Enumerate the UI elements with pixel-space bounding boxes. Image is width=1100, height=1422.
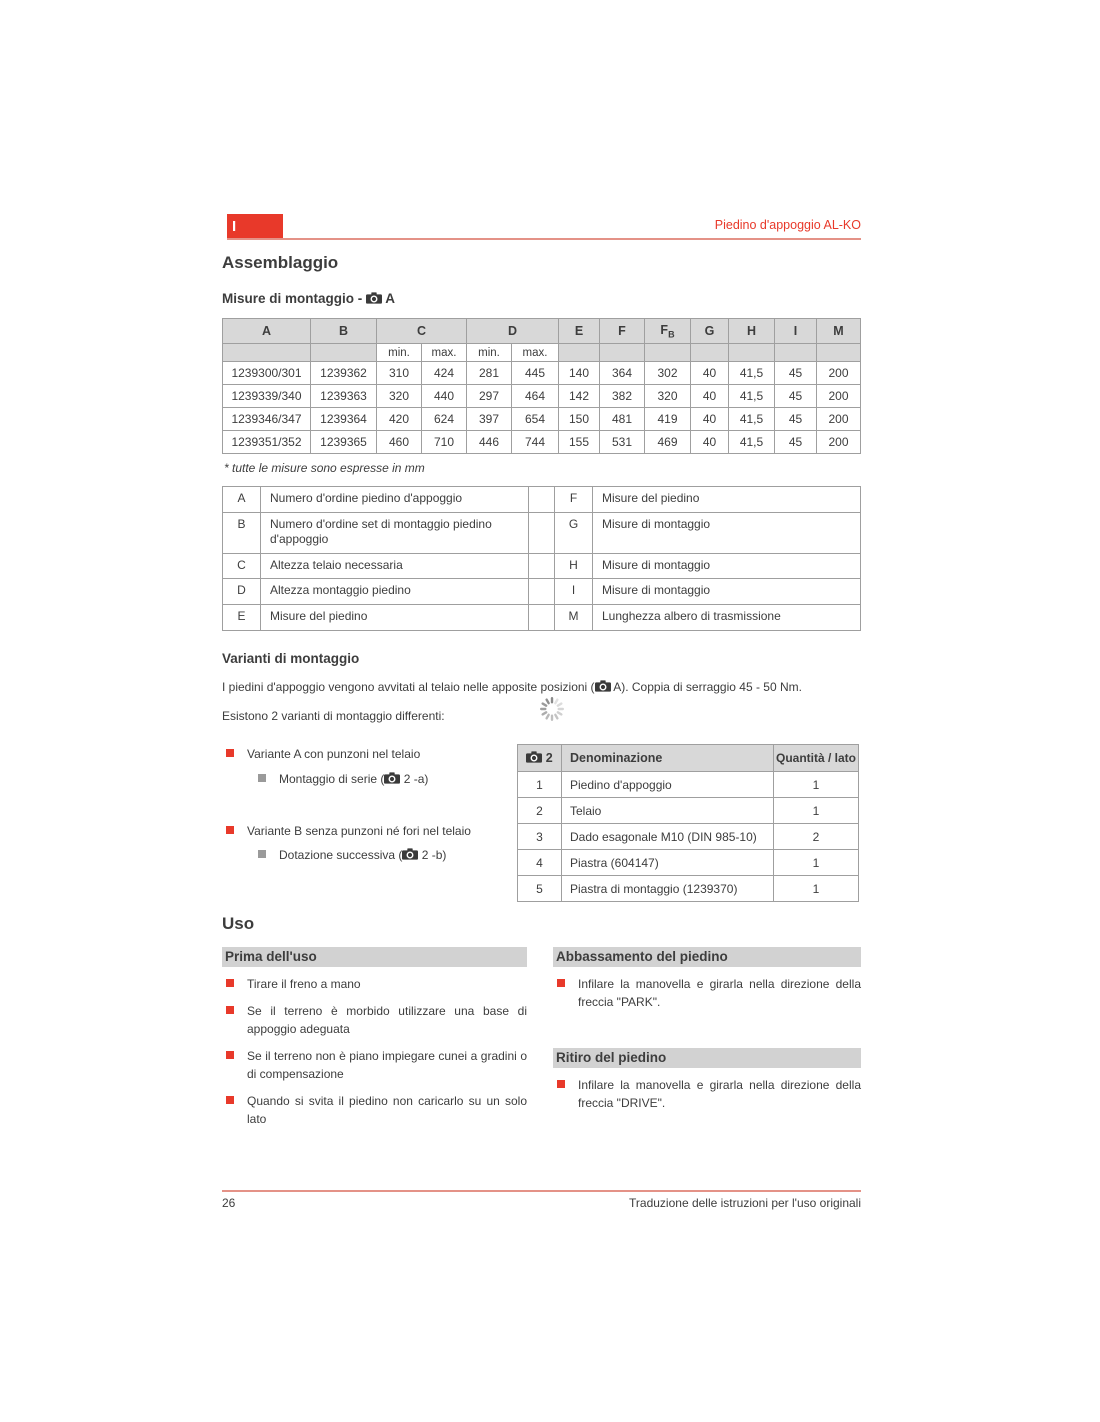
measure-cell: 744 [512, 431, 559, 454]
legend-key: G [555, 512, 593, 553]
red-square-bullet-icon [226, 1006, 234, 1014]
measure-subheader-cell: max. [422, 344, 467, 362]
legend-row [223, 579, 861, 605]
parts-qty: 1 [774, 850, 859, 876]
variant-b-sub-label: Dotazione successiva ( 2 -b) [279, 848, 447, 863]
footer-text: Traduzione delle istruzioni per l'uso originali [629, 1196, 861, 1210]
before-use-section [222, 947, 527, 1137]
chapter-badge [227, 214, 283, 239]
parts-name: Dado esagonale M10 (DIN 985-10) [562, 824, 774, 850]
measure-subheader-cell: max. [512, 344, 559, 362]
intro-text-after: A). Coppia di serraggio 45 - 50 Nm. [610, 680, 802, 694]
measure-cell: 302 [645, 362, 691, 385]
variant-a-item [222, 746, 520, 763]
footer-rule [222, 1190, 861, 1192]
parts-name: Piedino d'appoggio [562, 772, 774, 798]
legend-key: E [223, 604, 261, 630]
legend-desc: Misure di montaggio [593, 512, 861, 553]
measure-subheader-cell [691, 344, 729, 362]
measure-cell: 1239363 [311, 385, 377, 408]
legend-table [222, 486, 861, 631]
parts-name: Piastra di montaggio (1239370) [562, 876, 774, 902]
measure-cell: 200 [817, 431, 861, 454]
measure-cell: 382 [600, 385, 645, 408]
variant-b-item [222, 823, 520, 840]
legend-row [223, 512, 861, 553]
measure-cell: 1239339/340 [223, 385, 311, 408]
variant-a-label: Variante A con punzoni nel telaio [247, 747, 421, 761]
measure-cell: 45 [775, 408, 817, 431]
red-square-bullet-icon [226, 1051, 234, 1059]
camera-icon [384, 772, 400, 784]
measure-data-row [223, 385, 861, 408]
chapter-letter: I [232, 218, 237, 235]
parts-row [518, 850, 859, 876]
legend-key: A [223, 487, 261, 513]
measure-data-row [223, 408, 861, 431]
variant-a-sub-label: Montaggio di serie ( 2 -a) [279, 771, 429, 786]
measure-cell: 531 [600, 431, 645, 454]
bullet-text: Se il terreno è morbido utilizzare una base di appoggio adeguata [247, 1004, 527, 1036]
measure-cell: 200 [817, 362, 861, 385]
header-rule [227, 238, 861, 240]
measure-cell: 200 [817, 385, 861, 408]
measure-cell: 320 [645, 385, 691, 408]
measure-cell: 150 [559, 408, 600, 431]
legend-desc: Misure del piedino [261, 604, 529, 630]
legend-desc: Misure di montaggio [593, 579, 861, 605]
measure-col-header: F [600, 319, 645, 344]
red-square-bullet-icon [226, 749, 234, 757]
legend-key: D [223, 579, 261, 605]
measure-cell: 142 [559, 385, 600, 408]
legend-key: I [555, 579, 593, 605]
measure-cell: 397 [467, 408, 512, 431]
gray-square-bullet-icon [258, 850, 266, 858]
measure-cell: 41,5 [729, 408, 775, 431]
parts-row [518, 824, 859, 850]
legend-desc: Numero d'ordine piedino d'appoggio [261, 487, 529, 513]
parts-qty: 1 [774, 876, 859, 902]
parts-pos: 4 [518, 850, 562, 876]
legend-row [223, 604, 861, 630]
legend-desc: Lunghezza albero di trasmissione [593, 604, 861, 630]
measure-subheader-cell [311, 344, 377, 362]
measure-cell: 364 [600, 362, 645, 385]
camera-icon [366, 292, 382, 304]
legend-spacer [529, 579, 555, 605]
subsection-heading-misure [222, 291, 395, 306]
measure-cell: 624 [422, 408, 467, 431]
measure-data-row [223, 431, 861, 454]
loading-spinner-icon [539, 696, 565, 727]
legend-desc: Misure del piedino [593, 487, 861, 513]
before-use-bullet [222, 975, 527, 993]
measure-cell: 419 [645, 408, 691, 431]
measure-cell: 41,5 [729, 431, 775, 454]
parts-row [518, 772, 859, 798]
retracting-section [553, 1048, 861, 1112]
parts-pos: 5 [518, 876, 562, 902]
intro-text: I piedini d'appoggio vengono avvitati al telaio nelle apposite posizioni ( [222, 680, 595, 694]
measures-footnote: * tutte le misure sono espresse in mm [224, 461, 425, 475]
measure-cell: 460 [377, 431, 422, 454]
legend-desc: Misure di montaggio [593, 553, 861, 579]
legend-desc: Numero d'ordine set di montaggio piedino d'appoggio [261, 512, 529, 553]
legend-spacer [529, 487, 555, 513]
measure-header-row [223, 319, 861, 344]
before-use-bullet [222, 1047, 527, 1083]
before-use-bullets [222, 975, 527, 1128]
measure-col-header: E [559, 319, 600, 344]
measure-col-header: I [775, 319, 817, 344]
parts-qty-header: Quantità / lato [774, 745, 859, 772]
measure-cell: 41,5 [729, 385, 775, 408]
measure-col-header: $F_B$ [645, 319, 691, 344]
parts-pos: 1 [518, 772, 562, 798]
variants-intro [222, 679, 870, 696]
measure-cell: 1239300/301 [223, 362, 311, 385]
bullet-text: Se il terreno non è piano impiegare cunei a gradini o di compensazione [247, 1049, 527, 1081]
measure-col-header: B [311, 319, 377, 344]
legend-key: F [555, 487, 593, 513]
variants-line2: Esistono 2 varianti di montaggio differenti: [222, 709, 445, 723]
measure-cell: 710 [422, 431, 467, 454]
measure-cell: 1239346/347 [223, 408, 311, 431]
measure-cell: 41,5 [729, 362, 775, 385]
measure-cell: 40 [691, 408, 729, 431]
variant-b-group [222, 823, 520, 865]
variant-a-subitem [254, 771, 520, 788]
measure-col-header: C [377, 319, 467, 344]
parts-pos: 2 [518, 798, 562, 824]
parts-name-header: Denominazione [562, 745, 774, 772]
document-title: Piedino d'appoggio AL-KO [714, 218, 861, 232]
measure-cell: 420 [377, 408, 422, 431]
measure-cell: 445 [512, 362, 559, 385]
legend-key: B [223, 512, 261, 553]
legend-spacer [529, 512, 555, 553]
measure-cell: 155 [559, 431, 600, 454]
measure-subheader-cell: min. [467, 344, 512, 362]
measure-col-header: D [467, 319, 559, 344]
variant-a-group [222, 746, 520, 788]
legend-spacer [529, 604, 555, 630]
measure-subheader-cell [559, 344, 600, 362]
red-square-bullet-icon [557, 1080, 565, 1088]
measure-cell: 310 [377, 362, 422, 385]
measure-cell: 440 [422, 385, 467, 408]
page-number: 26 [222, 1196, 236, 1210]
measure-cell: 40 [691, 362, 729, 385]
parts-table-header-row [518, 745, 859, 772]
measure-subheader-cell [223, 344, 311, 362]
parts-row [518, 798, 859, 824]
parts-photo-header: 2 [518, 745, 562, 772]
subsection-label: Misure di montaggio - [222, 291, 363, 306]
before-use-bullet [222, 1092, 527, 1128]
measure-col-header: H [729, 319, 775, 344]
measure-cell: 281 [467, 362, 512, 385]
measure-cell: 200 [817, 408, 861, 431]
measure-cell: 45 [775, 385, 817, 408]
red-square-bullet-icon [557, 979, 565, 987]
parts-row [518, 876, 859, 902]
legend-row [223, 553, 861, 579]
before-use-heading: Prima dell'uso [222, 947, 527, 967]
measure-cell: 446 [467, 431, 512, 454]
parts-pos: 3 [518, 824, 562, 850]
retracting-heading: Ritiro del piedino [553, 1048, 861, 1068]
section-heading-assemblaggio: Assemblaggio [222, 253, 339, 272]
usage-right-column [553, 947, 861, 1121]
before-use-bullet [222, 1002, 527, 1038]
bullet-text: Quando si svita il piedino non caricarlo su un solo lato [247, 1094, 527, 1126]
measure-subheader-cell: min. [377, 344, 422, 362]
bullet-text: Tirare il freno a mano [247, 977, 361, 991]
legend-desc: Altezza montaggio piedino [261, 579, 529, 605]
red-square-bullet-icon [226, 979, 234, 987]
variant-list [222, 746, 520, 864]
measure-col-header: G [691, 319, 729, 344]
red-square-bullet-icon [226, 826, 234, 834]
measure-subheader-row [223, 344, 861, 362]
measure-cell: 481 [600, 408, 645, 431]
lowering-heading: Abbassamento del piedino [553, 947, 861, 967]
measure-cell: 140 [559, 362, 600, 385]
legend-key: C [223, 553, 261, 579]
camera-icon [595, 680, 611, 692]
measure-cell: 464 [512, 385, 559, 408]
measure-cell: 320 [377, 385, 422, 408]
measure-subheader-cell [600, 344, 645, 362]
measure-table [222, 318, 861, 454]
parts-name: Telaio [562, 798, 774, 824]
measure-col-header: A [223, 319, 311, 344]
lowering-bullet: Infilare la manovella e girarla nella direzione della freccia "PARK". [553, 975, 861, 1011]
subsection-heading-varianti: Varianti di montaggio [222, 651, 360, 666]
measure-subheader-cell [729, 344, 775, 362]
measure-cell: 45 [775, 362, 817, 385]
measure-cell: 40 [691, 385, 729, 408]
gray-square-bullet-icon [258, 774, 266, 782]
figure-ref: A [385, 291, 396, 306]
measure-cell: 1239351/352 [223, 431, 311, 454]
legend-key: H [555, 553, 593, 579]
measure-cell: 297 [467, 385, 512, 408]
measure-cell: 40 [691, 431, 729, 454]
legend-desc: Altezza telaio necessaria [261, 553, 529, 579]
legend-spacer [529, 553, 555, 579]
measure-cell: 1239365 [311, 431, 377, 454]
red-square-bullet-icon [226, 1096, 234, 1104]
measure-cell: 1239364 [311, 408, 377, 431]
parts-qty: 1 [774, 772, 859, 798]
legend-key: M [555, 604, 593, 630]
measure-cell: 1239362 [311, 362, 377, 385]
parts-qty: 1 [774, 798, 859, 824]
parts-qty: 2 [774, 824, 859, 850]
parts-table [517, 744, 859, 902]
measure-subheader-cell [817, 344, 861, 362]
measure-data-row [223, 362, 861, 385]
camera-icon [402, 848, 418, 860]
measure-cell: 654 [512, 408, 559, 431]
lowering-section [553, 947, 861, 1011]
measure-cell: 469 [645, 431, 691, 454]
measure-cell: 424 [422, 362, 467, 385]
measure-subheader-cell [775, 344, 817, 362]
measure-cell: 45 [775, 431, 817, 454]
section-heading-uso: Uso [222, 914, 255, 933]
parts-table-body [518, 772, 859, 902]
parts-name: Piastra (604147) [562, 850, 774, 876]
variant-b-subitem [254, 847, 520, 864]
measure-col-header: M [817, 319, 861, 344]
legend-row [223, 487, 861, 513]
measure-subheader-cell [645, 344, 691, 362]
camera-icon [526, 751, 542, 763]
variant-b-label: Variante B senza punzoni né fori nel telaio [247, 823, 471, 838]
retracting-bullet: Infilare la manovella e girarla nella direzione della freccia "DRIVE". [553, 1076, 861, 1112]
